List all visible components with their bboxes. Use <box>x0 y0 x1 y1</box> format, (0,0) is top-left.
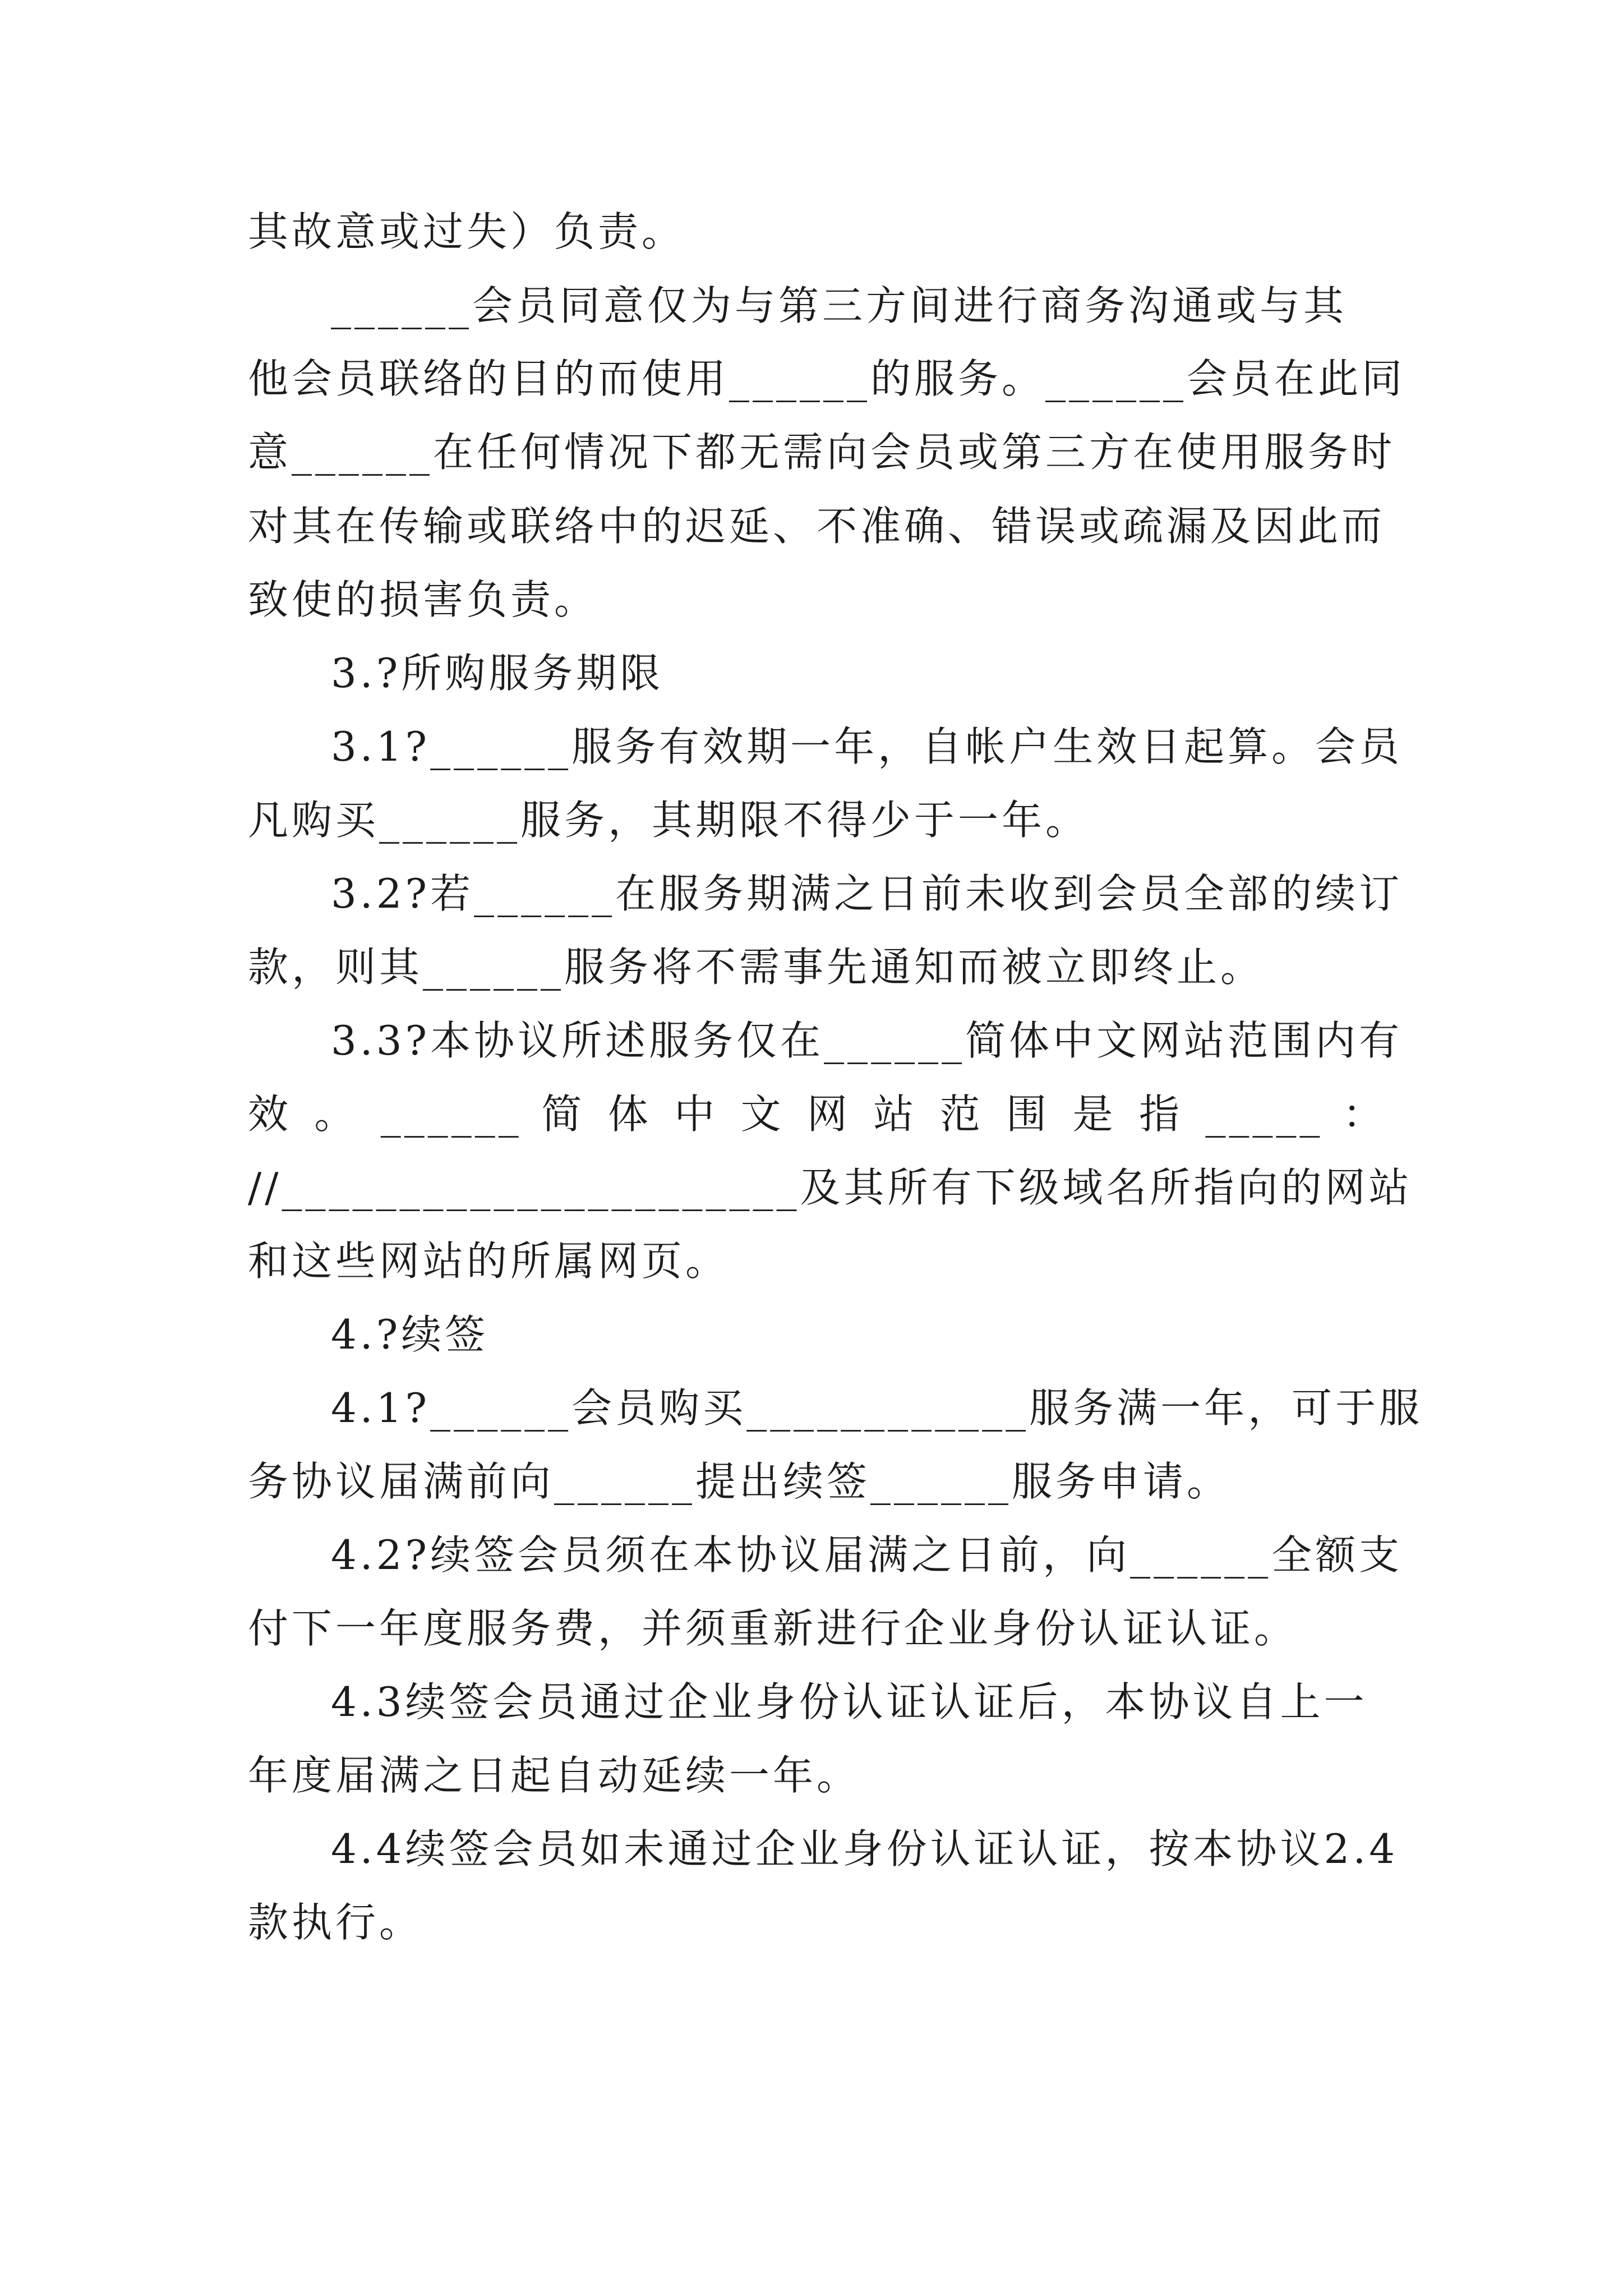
section-heading-3: 3.?所购服务期限 <box>331 650 664 697</box>
text-line-12: 3.3?本协议所述服务仅在______简体中文网站范围内有 <box>331 1017 1403 1064</box>
text-line-14: //______________________及其所有下级域名所指向的网站 <box>248 1164 1413 1211</box>
text-line-24: 款执行。 <box>248 1899 423 1946</box>
text-line-8: 3.1?______服务有效期一年，自帐户生效日起算。会员 <box>331 723 1403 770</box>
text-line-18: 务协议届满前向______提出续签______服务申请。 <box>248 1458 1231 1505</box>
text-line-11: 款，则其______服务将不需事先通知而被立即终止。 <box>248 944 1265 991</box>
text-line-4: 意______在任何情况下都无需向会员或第三方在使用服务时 <box>248 429 1396 476</box>
text-line-22: 年度届满之日起自动延续一年。 <box>248 1752 861 1799</box>
text-line-19: 4.2?续签会员须在本协议届满之日前，向______全额支 <box>331 1531 1403 1579</box>
section-heading-4: 4.?续签 <box>331 1311 489 1358</box>
text-line-15: 和这些网站的所属网页。 <box>248 1237 730 1285</box>
text-line-6: 致使的损害负责。 <box>248 576 598 623</box>
text-line-2: ______会员同意仅为与第三方间进行商务沟通或与其 <box>331 282 1348 329</box>
text-line-13: 效 。 ______ 简 体 中 文 网 站 范 围 是 指 _____ ： <box>248 1091 1386 1138</box>
text-line-21: 4.3续签会员通过企业身份认证认证后，本协议自上一 <box>331 1678 1368 1726</box>
text-line-1: 其故意或过失）负责。 <box>248 208 686 255</box>
text-line-5: 对其在传输或联络中的迟延、不准确、错误或疏漏及因此而 <box>248 503 1386 550</box>
text-line-9: 凡购买______服务，其期限不得少于一年。 <box>248 797 1090 844</box>
text-line-20: 付下一年度服务费，并须重新进行企业身份认证认证。 <box>248 1605 1298 1652</box>
text-line-10: 3.2?若______在服务期满之日前未收到会员全部的续订 <box>331 870 1403 917</box>
text-line-23: 4.4续签会员如未通过企业身份认证认证，按本协议2.4 <box>331 1825 1399 1872</box>
text-line-3: 他会员联络的目的而使用______的服务。______会员在此同 <box>248 355 1406 402</box>
text-line-17: 4.1?______会员购买____________服务满一年，可于服 <box>331 1384 1423 1432</box>
